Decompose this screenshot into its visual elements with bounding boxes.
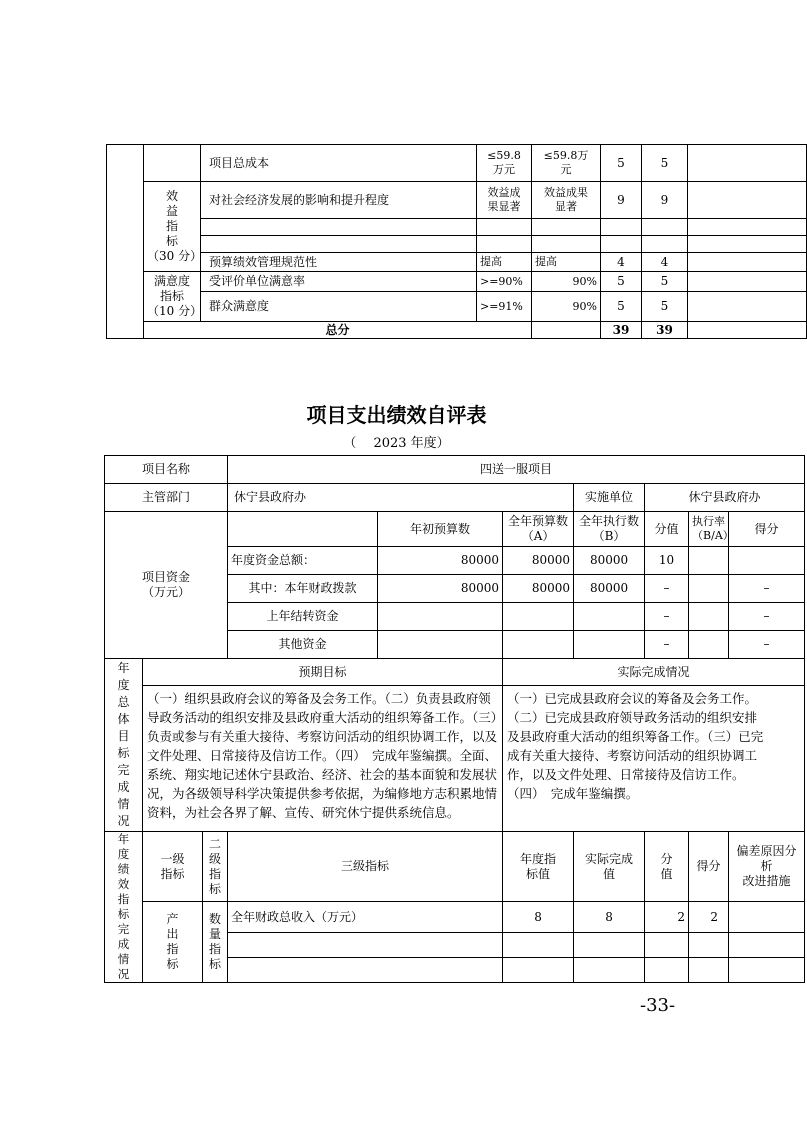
satisfaction-indicator-label: 满意度 指标 （10 分） — [144, 272, 201, 322]
level2-header: 二 级 指 标 — [203, 832, 228, 902]
self-evaluation-table — [104, 455, 805, 983]
project-name: 四送一服项目 — [228, 456, 805, 484]
funds-init — [378, 603, 503, 631]
perf-deviation — [729, 902, 805, 933]
indicator-score: 5 — [642, 292, 688, 322]
funds-header-rate: 执行率 （B/A） — [689, 512, 729, 547]
funds-row-label: 其他资金 — [228, 631, 378, 659]
indicator-deviation — [688, 292, 807, 322]
indicator-name: 受评价单位满意率 — [201, 272, 477, 292]
funds-annual — [503, 631, 574, 659]
indicator-deviation — [688, 182, 807, 219]
funds-score: – — [645, 575, 689, 603]
goal-side-label: 年 度 总 体 目 标 完 成 情 况 — [105, 659, 143, 832]
benefit-indicator-label: 效 益 指 标 （30 分） — [144, 182, 201, 272]
indicator-target: ≤59.8 万元 — [477, 145, 532, 182]
level1-header: 一级 指标 — [143, 832, 203, 902]
indicator-score: 5 — [642, 272, 688, 292]
actual-completion-paragraph: （一）已完成县政府会议的筹备及会务工作。（二）已完成县政府领导政务活动的组织安排及县政府重大活动的组织筹备工作。（三）已完成有关重大接待、考察访问活动的组织协调工作，以及文件处理、日常接待及信访工作。（四） 完成年鉴编撰。 — [507, 691, 764, 801]
funds-header-got: 得分 — [729, 512, 805, 547]
funds-rate — [689, 575, 729, 603]
funds-row-label: 年度资金总额： — [228, 547, 378, 575]
dept-label: 主管部门 — [105, 484, 228, 512]
total-score: 39 — [642, 322, 688, 339]
funds-label: 项目资金 （万元） — [105, 512, 228, 659]
project-name-label: 项目名称 — [105, 456, 228, 484]
level3-header: 三级指标 — [228, 832, 503, 902]
funds-score: – — [645, 631, 689, 659]
perf-indicator-name: 全年财政总收入（万元） — [228, 902, 503, 933]
year-line: （ 2023 年度） — [343, 436, 450, 451]
indicator-target: 提高 — [477, 253, 532, 272]
output-indicator-label: 产 出 指 标 — [143, 902, 203, 983]
indicator-actual: 提高 — [532, 253, 601, 272]
funds-annual: 80000 — [503, 547, 574, 575]
indicator-deviation — [688, 145, 807, 182]
upper-side-cell — [107, 145, 144, 339]
actual-header: 实际完成 值 — [574, 832, 645, 902]
indicator-name — [201, 236, 477, 253]
indicator-score-max: 9 — [601, 182, 642, 219]
page-number: -33- — [640, 995, 676, 1016]
indicator-name: 项目总成本 — [201, 145, 477, 182]
impl-value: 休宁县政府办 — [645, 484, 805, 512]
page-title: 项目支出绩效自评表 — [306, 403, 487, 427]
funds-exec: 80000 — [574, 575, 645, 603]
indicator-score-max: 5 — [601, 145, 642, 182]
indicator-score-max: 5 — [601, 272, 642, 292]
funds-row-label: 上年结转资金 — [228, 603, 378, 631]
perf-side-label: 年 度 绩 效 指 标 完 成 情 况 — [105, 832, 143, 983]
expected-goal-label: 预期目标 — [143, 659, 503, 686]
indicator-actual: 效益成果 显著 — [532, 182, 601, 219]
funds-annual: 80000 — [503, 575, 574, 603]
indicator-name: 预算绩效管理规范性 — [201, 253, 477, 272]
perf-score: 2 — [689, 902, 729, 933]
indicator-score-max: 4 — [601, 253, 642, 272]
quantity-indicator-label: 数 量 指 标 — [203, 902, 228, 983]
indicator-score: 9 — [642, 182, 688, 219]
indicator-name: 对社会经济发展的影响和提升程度 — [201, 182, 477, 219]
total-score-max: 39 — [601, 322, 642, 339]
funds-header-initial: 年初预算数 — [378, 512, 503, 547]
funds-exec — [574, 603, 645, 631]
indicator-score-max: 5 — [601, 292, 642, 322]
funds-rate — [689, 631, 729, 659]
score-max-header: 分 值 — [645, 832, 689, 902]
indicator-deviation — [688, 272, 807, 292]
funds-init: 80000 — [378, 575, 503, 603]
indicator-target: >=91% — [477, 292, 532, 322]
funds-annual — [503, 603, 574, 631]
indicator-actual: ≤59.8万 元 — [532, 145, 601, 182]
funds-score: 10 — [645, 547, 689, 575]
funds-got: – — [729, 631, 805, 659]
score-header: 得分 — [689, 832, 729, 902]
upper-level2-empty — [144, 145, 201, 182]
actual-completion-text — [503, 686, 805, 832]
expected-goal-text: （一）组织县政府会议的筹备及会务工作。（二）负责县政府领导政务活动的组织安排及县政府重大活动的组织筹备工作。（三）负责或参与有关重大接待、考察访问活动的组织协调工作，以及文件处理、日常接待及信访工作。（四） 完成年鉴编撰。全面、系统、翔实地记述休宁县政治、经济、社会的基本面貌和发展状况，为各级领导科学决策提供参考依据，为编修地方志积累地情资料，为社会各界了解、宣传、研究休宁提供系统信息。 — [143, 686, 503, 832]
indicator-actual: 90% — [532, 272, 601, 292]
impl-label: 实施单位 — [574, 484, 645, 512]
funds-init: 80000 — [378, 547, 503, 575]
funds-rate — [689, 547, 729, 575]
indicator-target: >=90% — [477, 272, 532, 292]
perf-score-max: 2 — [645, 902, 689, 933]
perf-target: 8 — [503, 902, 574, 933]
funds-row-label: 其中：本年财政拨款 — [228, 575, 378, 603]
funds-exec: 80000 — [574, 547, 645, 575]
target-header: 年度指 标值 — [503, 832, 574, 902]
indicator-score: 5 — [642, 145, 688, 182]
total-label: 总分 — [144, 322, 532, 339]
funds-got — [729, 547, 805, 575]
indicator-score: 4 — [642, 253, 688, 272]
dept-value: 休宁县政府办 — [228, 484, 574, 512]
funds-header-score: 分值 — [645, 512, 689, 547]
funds-rate — [689, 603, 729, 631]
indicator-actual: 90% — [532, 292, 601, 322]
funds-init — [378, 631, 503, 659]
upper-indicator-table — [106, 144, 807, 339]
indicator-name — [201, 219, 477, 236]
indicator-target: 效益成 果显著 — [477, 182, 532, 219]
deviation-header: 偏差原因分析 改进措施 — [729, 832, 805, 902]
indicator-deviation — [688, 253, 807, 272]
funds-header-annual: 全年预算数 （A） — [503, 512, 574, 547]
funds-score: – — [645, 603, 689, 631]
funds-got: – — [729, 603, 805, 631]
funds-exec — [574, 631, 645, 659]
funds-header-exec: 全年执行数（B） — [574, 512, 645, 547]
actual-completion-label: 实际完成情况 — [503, 659, 805, 686]
perf-actual: 8 — [574, 902, 645, 933]
indicator-name: 群众满意度 — [201, 292, 477, 322]
funds-got: – — [729, 575, 805, 603]
